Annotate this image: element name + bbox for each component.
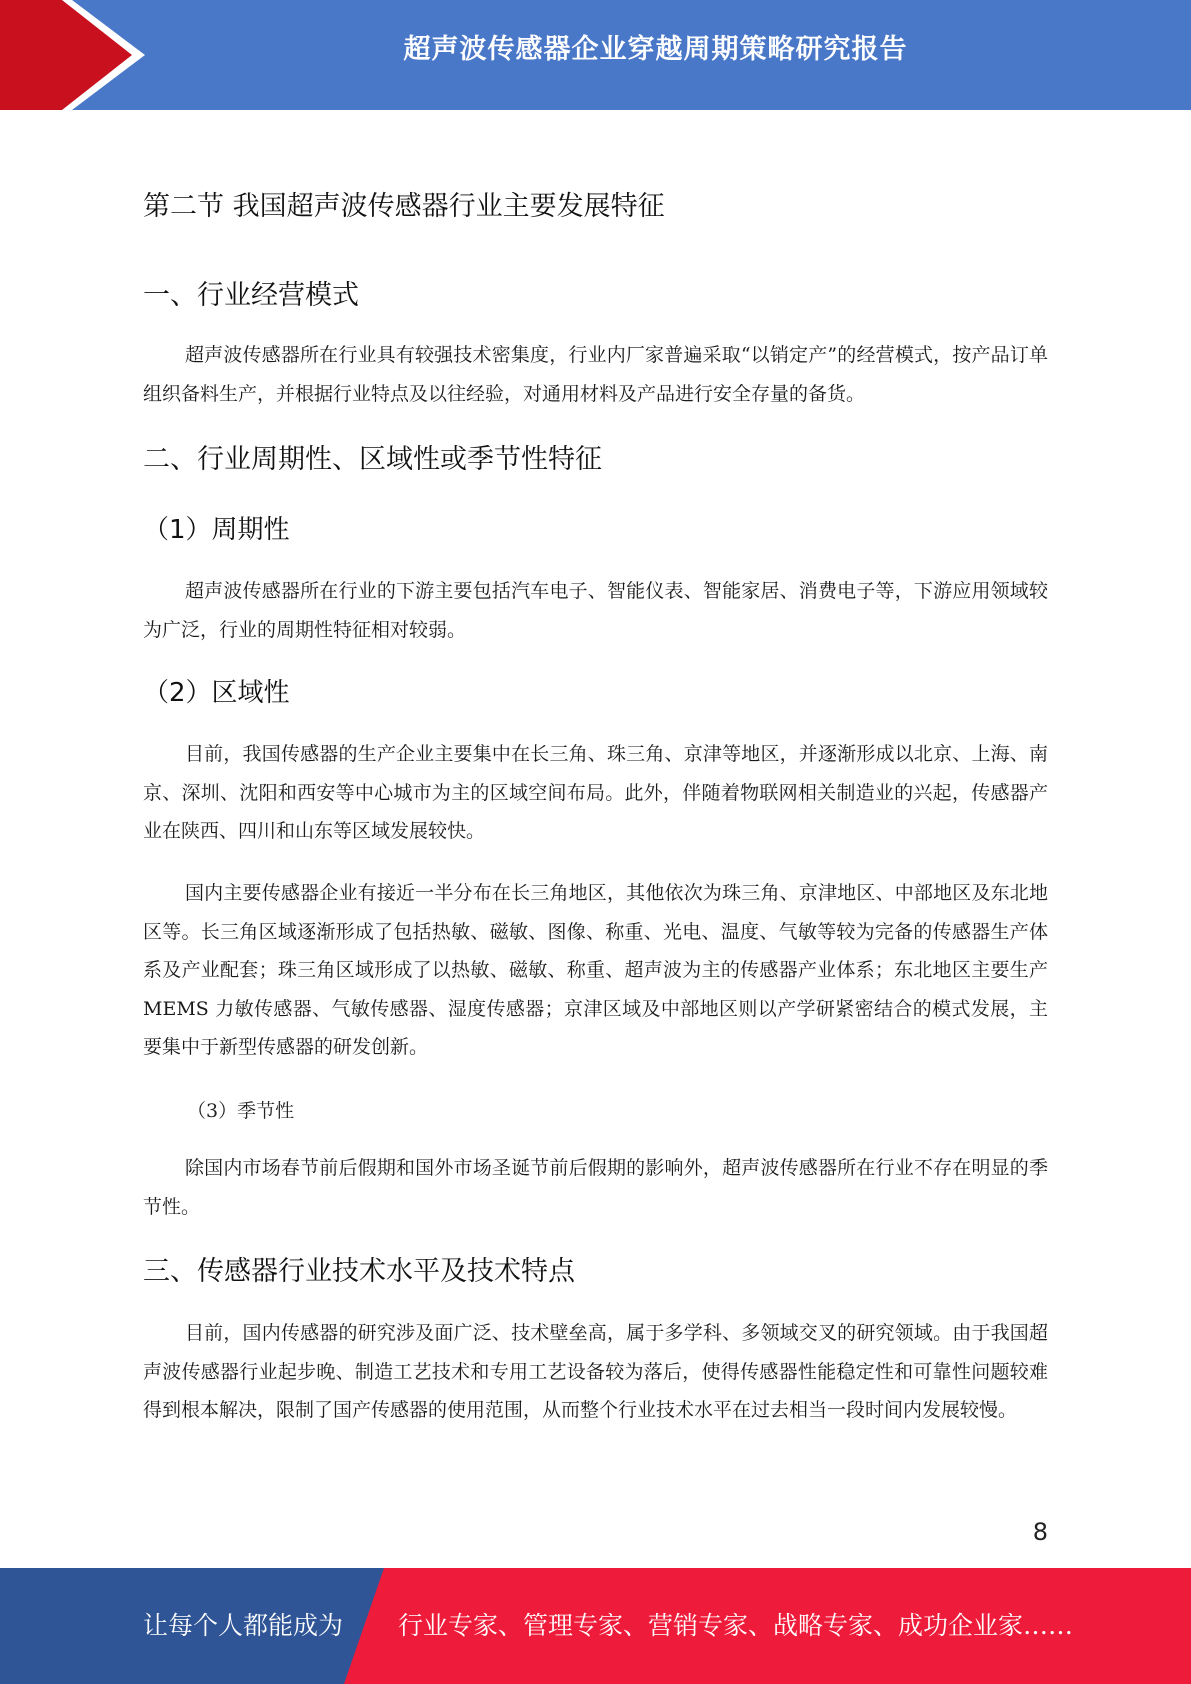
footer-slogan-left: 让每个人都能成为 [143, 1611, 344, 1640]
section-title: 第二节 我国超声波传感器行业主要发展特征 [143, 191, 665, 222]
paragraph-technology: 目前，国内传感器的研究涉及面广泛、技术壁垒高，属于多学科、多领域交叉的研究领域。由于我国超声波传感器行业起步晚、制造工艺技术和专用工艺设备较为落后，使得传感器性能稳定性和可靠性问题较难得到根本解决，限制了国产传感器的使用范围，从而整个行业技术水平在过去相当一段时间内发展较慢。 [143, 1322, 1048, 1421]
paragraph-cyclicality: 超声波传感器所在行业的下游主要包括汽车电子、智能仪表、智能家居、消费电子等，下游应用领域较为广泛，行业的周期性特征相对较弱。 [143, 580, 1048, 641]
heading-business-model: 一、行业经营模式 [143, 280, 359, 311]
subheading-regionality: （2）区域性 [143, 678, 290, 708]
subheading-seasonality: （3）季节性 [187, 1100, 295, 1122]
footer-slogan-right: 行业专家、管理专家、营销专家、战略专家、成功企业家…… [398, 1611, 1074, 1640]
page-number: 8 [1032, 1518, 1048, 1546]
heading-characteristics: 二、行业周期性、区域性或季节性特征 [143, 444, 602, 475]
paragraph-regionality-2: 国内主要传感器企业有接近一半分布在长三角地区，其他依次为珠三角、京津地区、中部地区及东北地区等。长三角区域逐渐形成了包括热敏、磁敏、图像、称重、光电、温度、气敏等较为完备的传感器生产体系及产业配套；珠三角区域形成了以热敏、磁敏、称重、超声波为主的传感器产业体系；东北地区主要生产 MEMS 力敏传感器、气敏传感器、湿度传感器；京津区域及中部地区则以产学研紧密结合的模式发展，主要集中于新型传感器的研发创新。 [143, 882, 1048, 1058]
paragraph-seasonality: 除国内市场春节前后假期和国外市场圣诞节前后假期的影响外，超声波传感器所在行业不存在明显的季节性。 [143, 1157, 1048, 1218]
page-footer [0, 1568, 1191, 1684]
report-title: 超声波传感器企业穿越周期策略研究报告 [403, 34, 908, 65]
heading-technology: 三、传感器行业技术水平及技术特点 [143, 1256, 575, 1287]
paragraph-business-model: 超声波传感器所在行业具有较强技术密集度，行业内厂家普遍采取“以销定产”的经营模式，按产品订单组织备料生产，并根据行业特点及以往经验，对通用材料及产品进行安全存量的备货。 [143, 344, 1048, 405]
page-header [0, 0, 1191, 110]
subheading-cyclicality: （1）周期性 [143, 515, 290, 545]
paragraph-regionality-1: 目前，我国传感器的生产企业主要集中在长三角、珠三角、京津等地区，并逐渐形成以北京、上海、南京、深圳、沈阳和西安等中心城市为主的区域空间布局。此外，伴随着物联网相关制造业的兴起，传感器产业在陕西、四川和山东等区域发展较快。 [143, 743, 1048, 842]
